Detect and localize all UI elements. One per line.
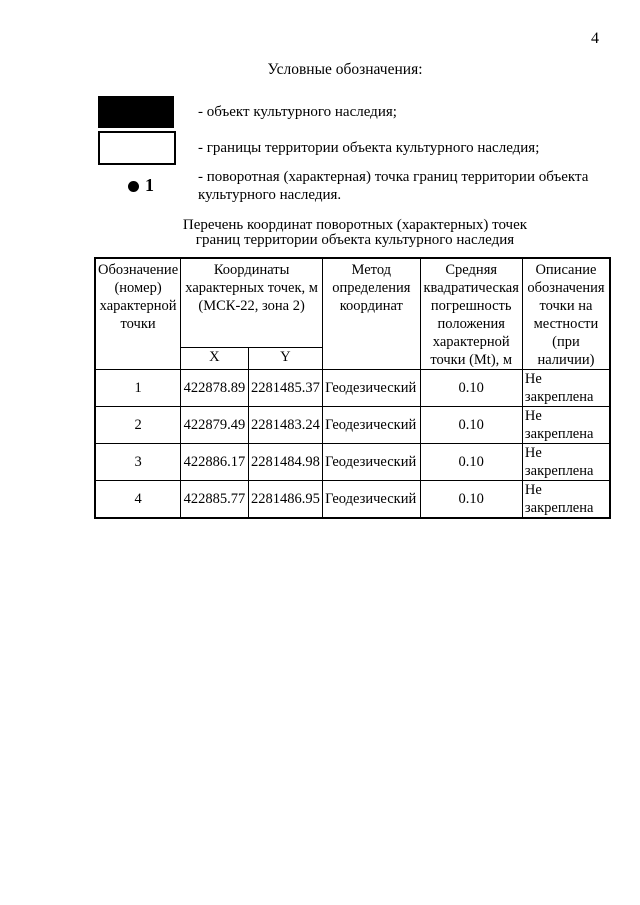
turning-point-icon bbox=[128, 181, 139, 192]
cell-description: Не закреплена bbox=[522, 370, 610, 407]
cell-y: 2281484.98 bbox=[248, 444, 322, 481]
cell-error: 0.10 bbox=[420, 370, 522, 407]
cell-x: 422885.77 bbox=[181, 481, 249, 519]
cell-num: 3 bbox=[95, 444, 181, 481]
cell-description: Не закреплена bbox=[522, 407, 610, 444]
cell-description: Не закреплена bbox=[522, 444, 610, 481]
cell-description: Не закреплена bbox=[522, 481, 610, 519]
cell-method: Геодезический bbox=[323, 444, 420, 481]
legend-item-heritage-object: - объект культурного наследия; bbox=[198, 104, 397, 120]
table-row bbox=[95, 481, 610, 519]
cell-num: 4 bbox=[95, 481, 181, 519]
cell-x: 422878.89 bbox=[181, 370, 249, 407]
cell-method: Геодезический bbox=[323, 481, 420, 519]
table-row bbox=[95, 407, 610, 444]
cell-x: 422879.49 bbox=[181, 407, 249, 444]
territory-boundary-swatch bbox=[98, 131, 176, 165]
header-x: X bbox=[181, 348, 249, 370]
header-error: Средняя квадратическая погрешность положения характерной точки (Mt), м bbox=[420, 258, 522, 370]
cell-x: 422886.17 bbox=[181, 444, 249, 481]
heritage-object-swatch bbox=[98, 96, 174, 128]
coordinates-table bbox=[94, 257, 611, 519]
cell-y: 2281486.95 bbox=[248, 481, 322, 519]
header-y: Y bbox=[248, 348, 322, 370]
table-row bbox=[95, 444, 610, 481]
cell-num: 2 bbox=[95, 407, 181, 444]
page-number: 4 bbox=[591, 30, 599, 47]
cell-num: 1 bbox=[95, 370, 181, 407]
table-row bbox=[95, 370, 610, 407]
cell-error: 0.10 bbox=[420, 444, 522, 481]
legend-item-territory-boundary: - границы территории объекта культурного наследия; bbox=[198, 140, 540, 156]
cell-error: 0.10 bbox=[420, 481, 522, 519]
legend-title: Условные обозначения: bbox=[267, 61, 423, 78]
list-title-line-1: Перечень координат поворотных (характерных) точек bbox=[182, 217, 528, 233]
coordinates-list-title bbox=[120, 218, 590, 248]
cell-y: 2281485.37 bbox=[248, 370, 322, 407]
header-description: Описание обозначения точки на местности (при наличии) bbox=[522, 258, 610, 370]
legend-item-turning-point: - поворотная (характерная) точка границ территории объекта культурного наследия. bbox=[198, 169, 589, 203]
cell-method: Геодезический bbox=[323, 407, 420, 444]
header-coordinates: Координаты характерных точек, м (МСК-22, зона 2) bbox=[181, 258, 323, 348]
cell-method: Геодезический bbox=[323, 370, 420, 407]
list-title-line-2: границ территории объекта культурного наследия bbox=[195, 232, 515, 248]
cell-error: 0.10 bbox=[420, 407, 522, 444]
header-method: Метод определения координат bbox=[323, 258, 420, 370]
turning-point-number: 1 bbox=[145, 175, 154, 195]
header-designation: Обозначение (номер) характерной точки bbox=[95, 258, 181, 370]
cell-y: 2281483.24 bbox=[248, 407, 322, 444]
